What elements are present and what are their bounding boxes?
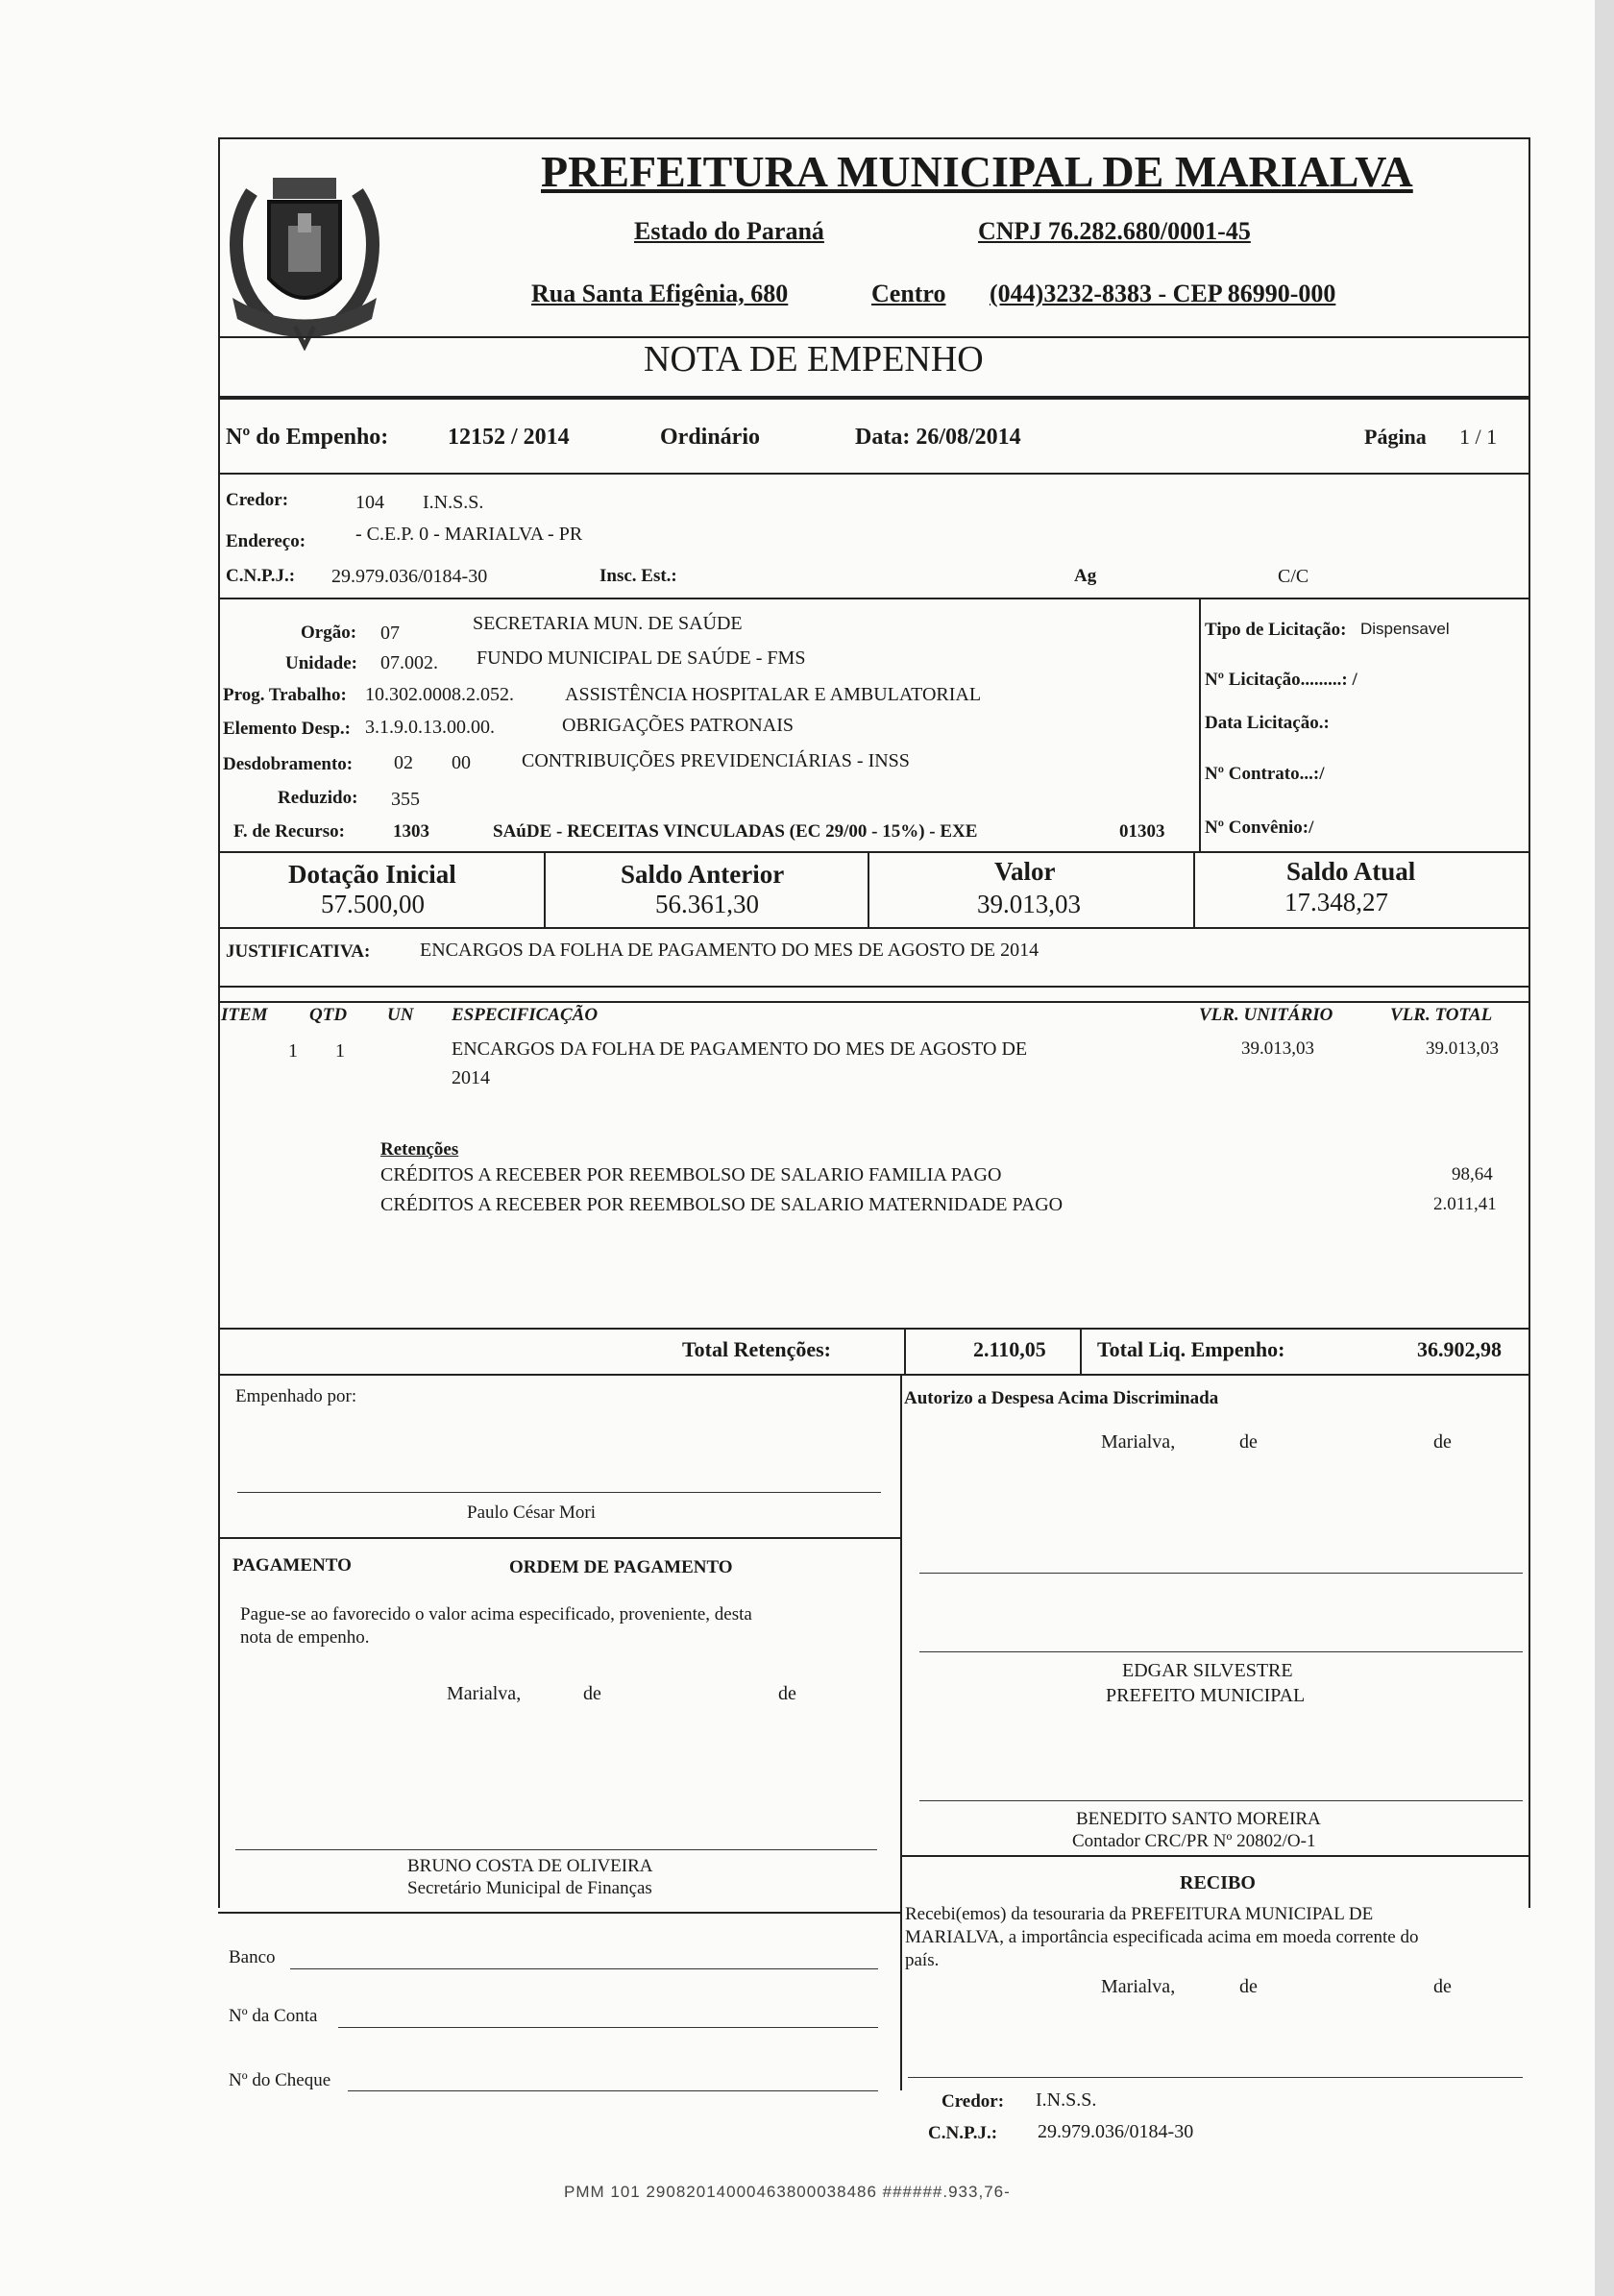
col-spec-header: ESPECIFICAÇÃO (452, 1005, 599, 1025)
row-spec-line2: 2014 (452, 1067, 490, 1088)
recurso-code2: 01303 (1119, 821, 1165, 842)
retencao-row-2: CRÉDITOS A RECEBER POR REEMBOLSO DE SALARIO MATERNIDADE PAGO (380, 1194, 1064, 1215)
scan-edge (1595, 0, 1614, 2296)
orgao-label: Orgão: (301, 623, 357, 643)
saldo-atual-label: Saldo Atual (1286, 857, 1416, 886)
total-retencoes-label: Total Retenções: (682, 1337, 831, 1361)
row-total-value: 39.013,03 (1426, 1038, 1499, 1059)
contador-name: BENEDITO SANTO MOREIRA (1076, 1809, 1321, 1829)
elemento-name: OBRIGAÇÕES PATRONAIS (562, 715, 794, 736)
document-title: NOTA DE EMPENHO (644, 339, 984, 379)
state-label: Estado do Paraná (634, 217, 824, 245)
desdobramento-code2: 00 (452, 752, 471, 773)
saldo-anterior-value: 56.361,30 (655, 890, 759, 918)
unidade-label: Unidade: (285, 653, 357, 673)
unidade-name: FUNDO MUNICIPAL DE SAÚDE - FMS (477, 647, 806, 669)
recurso-code: 1303 (393, 821, 429, 842)
insc-est-label: Insc. Est.: (599, 566, 677, 586)
justificativa-label: JUSTIFICATIVA: (226, 941, 371, 962)
convenio-number: Nº Convênio:/ (1205, 818, 1314, 838)
col-un-header: UN (387, 1005, 414, 1025)
credor-code: 104 (355, 492, 384, 513)
prog-name: ASSISTÊNCIA HOSPITALAR E AMBULATORIAL (565, 684, 982, 705)
address-header: Rua Santa Efigênia, 680 (531, 280, 789, 307)
page-label: Página (1364, 425, 1427, 449)
contador-title: Contador CRC/PR Nº 20802/O-1 (1072, 1831, 1316, 1851)
cnpj-header: CNPJ 76.282.680/0001-45 (978, 217, 1251, 245)
barcode-text: PMM 101 29082014000463800038486 ######.933,76- (564, 2183, 1011, 2201)
pague-city: Marialva, (447, 1683, 522, 1704)
elemento-label: Elemento Desp.: (223, 719, 351, 739)
unidade-code: 07.002. (380, 652, 438, 673)
recibo-cnpj-label: C.N.P.J.: (928, 2123, 998, 2143)
elemento-code: 3.1.9.0.13.00.00. (365, 717, 495, 738)
district-header: Centro (871, 280, 946, 307)
recibo-credor-name: I.N.S.S. (1036, 2089, 1097, 2111)
row-unit-value: 39.013,03 (1241, 1038, 1314, 1059)
cnpj-label: C.N.P.J.: (226, 566, 296, 586)
recurso-label: F. de Recurso: (233, 821, 345, 842)
recibo-city: Marialva, (1101, 1976, 1176, 1997)
justificativa-text: ENCARGOS DA FOLHA DE PAGAMENTO DO MES DE AGOSTO DE 2014 (420, 940, 1039, 961)
row-spec-line1: ENCARGOS DA FOLHA DE PAGAMENTO DO MES DE AGOSTO DE (452, 1038, 1028, 1060)
row-qtd: 1 (335, 1040, 345, 1062)
prefeito-title: PREFEITO MUNICIPAL (1106, 1685, 1306, 1706)
recibo-cnpj: 29.979.036/0184-30 (1038, 2121, 1194, 2142)
pague-de-1: de (583, 1683, 601, 1704)
banco-label: Banco (229, 1947, 276, 1967)
phone-cep-header: (044)3232-8383 - CEP 86990-000 (990, 280, 1336, 307)
recibo-title: RECIBO (1180, 1872, 1256, 1893)
pague-text-line2: nota de empenho. (240, 1627, 370, 1648)
contrato-number: Nº Contrato...:/ (1205, 764, 1325, 784)
page-title: PREFEITURA MUNICIPAL DE MARIALVA (541, 147, 1413, 196)
recurso-name: SAúDE - RECEITAS VINCULADAS (EC 29/00 - 15%) - EXE (493, 821, 978, 842)
empenhado-label: Empenhado por: (235, 1386, 357, 1406)
recibo-credor-label: Credor: (942, 2091, 1005, 2112)
autorizo-city: Marialva, (1101, 1431, 1176, 1453)
desdobramento-label: Desdobramento: (223, 754, 354, 774)
ag-label: Ag (1074, 566, 1097, 586)
tipo-licitacao-value: Dispensavel (1360, 620, 1450, 638)
credor-label: Credor: (226, 490, 289, 510)
pagamento-label: PAGAMENTO (232, 1555, 352, 1575)
total-retencoes-value: 2.110,05 (973, 1337, 1046, 1361)
valor-label: Valor (994, 857, 1056, 886)
pague-text-line1: Pague-se ao favorecido o valor acima especificado, proveniente, desta (240, 1604, 752, 1624)
page-number: 1 / 1 (1459, 425, 1498, 449)
empenho-date: Data: 26/08/2014 (855, 425, 1021, 450)
dotacao-value: 57.500,00 (321, 890, 425, 918)
secretario-title: Secretário Municipal de Finanças (407, 1878, 652, 1898)
desdobramento-name: CONTRIBUIÇÕES PREVIDENCIÁRIAS - INSS (522, 750, 910, 771)
empenhado-name: Paulo César Mori (467, 1502, 597, 1523)
recibo-line1: Recebi(emos) da tesouraria da PREFEITURA MUNICIPAL DE (905, 1904, 1374, 1924)
pague-de-2: de (778, 1683, 796, 1704)
dotacao-label: Dotação Inicial (288, 860, 456, 889)
coat-of-arms-logo (213, 154, 396, 351)
autorizo-text: Autorizo a Despesa Acima Discriminada (904, 1388, 1219, 1408)
retencao-row-1: CRÉDITOS A RECEBER POR REEMBOLSO DE SALARIO FAMILIA PAGO (380, 1164, 1002, 1185)
row-item: 1 (288, 1040, 298, 1062)
orgao-code: 07 (380, 623, 400, 644)
prefeito-name: EDGAR SILVESTRE (1122, 1660, 1293, 1681)
total-liq-value: 36.902,98 (1417, 1337, 1502, 1361)
desdobramento-code1: 02 (394, 752, 413, 773)
empenho-type: Ordinário (660, 425, 761, 450)
credor-name: I.N.S.S. (423, 492, 484, 513)
credor-cnpj: 29.979.036/0184-30 (331, 566, 488, 587)
licitacao-date: Data Licitação.: (1205, 713, 1330, 733)
retencao-value-1: 98,64 (1452, 1164, 1493, 1185)
reduzido-label: Reduzido: (278, 788, 358, 808)
saldo-anterior-label: Saldo Anterior (621, 860, 785, 889)
secretario-name: BRUNO COSTA DE OLIVEIRA (407, 1856, 653, 1876)
saldo-atual-value: 17.348,27 (1284, 888, 1388, 916)
valor-value: 39.013,03 (977, 890, 1081, 918)
retencoes-title: Retenções (380, 1139, 459, 1160)
col-unit-header: VLR. UNITÁRIO (1199, 1005, 1333, 1025)
recibo-line3: país. (905, 1950, 940, 1970)
autorizo-de-2: de (1433, 1431, 1452, 1453)
prog-label: Prog. Trabalho: (223, 685, 347, 705)
ordem-pagamento-label: ORDEM DE PAGAMENTO (509, 1557, 733, 1577)
address-label: Endereço: (226, 531, 306, 551)
recibo-de-1: de (1239, 1976, 1258, 1997)
reduzido-value: 355 (391, 789, 420, 810)
cheque-label: Nº do Cheque (229, 2070, 331, 2090)
prog-code: 10.302.0008.2.052. (365, 684, 514, 705)
autorizo-de-1: de (1239, 1431, 1258, 1453)
col-item-header: ITEM (221, 1005, 268, 1025)
col-total-header: VLR. TOTAL (1390, 1005, 1493, 1025)
licitacao-number: Nº Licitação.........: / (1205, 670, 1357, 690)
col-qtd-header: QTD (309, 1005, 348, 1025)
conta-label: Nº da Conta (229, 2006, 318, 2026)
empenho-number: 12152 / 2014 (448, 425, 570, 450)
retencao-value-2: 2.011,41 (1433, 1194, 1497, 1214)
recibo-de-2: de (1433, 1976, 1452, 1997)
tipo-licitacao-label: Tipo de Licitação: (1205, 620, 1347, 640)
cc-label: C/C (1278, 566, 1309, 587)
recibo-line2: MARIALVA, a importância especificada acima em moeda corrente do (905, 1927, 1419, 1947)
credor-address: - C.E.P. 0 - MARIALVA - PR (355, 524, 583, 545)
empenho-number-label: Nº do Empenho: (226, 425, 389, 450)
total-liq-label: Total Liq. Empenho: (1097, 1337, 1285, 1361)
orgao-name: SECRETARIA MUN. DE SAÚDE (473, 613, 743, 634)
